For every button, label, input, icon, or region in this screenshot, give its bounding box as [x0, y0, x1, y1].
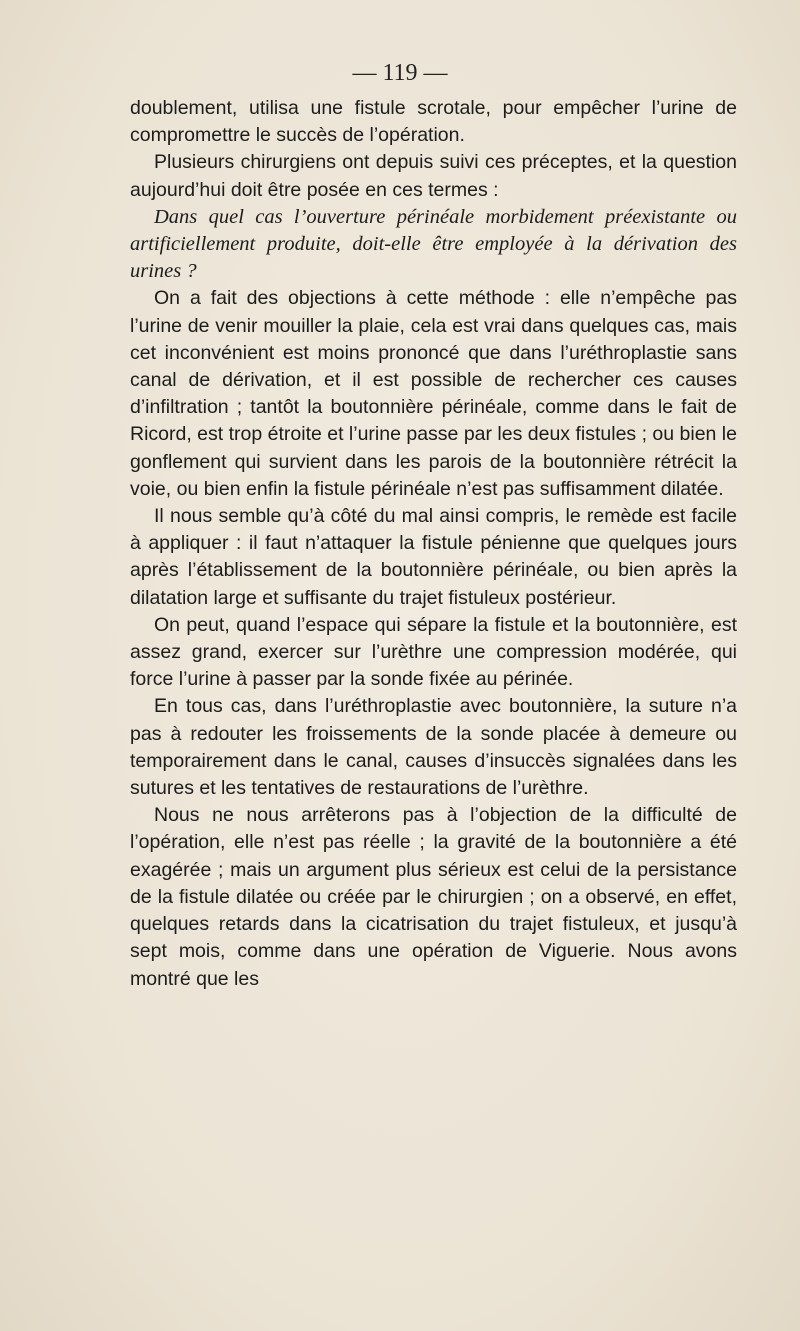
paragraph-continuation: doublement, utilisa une fistule scrotale, pour empêcher l’urine de compromettre le succès de l’opération.	[130, 97, 737, 147]
paragraph: Il nous semble qu’à côté du mal ainsi compris, le remède est facile à appliquer : il faut n’attaquer la fistule pénienne que quelques jours après l’établissement de la boutonnière périnéale, ou bien après la dilatation large et suffisante du trajet fistuleux postérieur.	[130, 505, 737, 609]
body-text	[130, 95, 737, 993]
paragraph: En tous cas, dans l’uréthroplastie avec boutonnière, la suture n’a pas à redouter les froissements de la sonde placée à demeure ou temporairement dans le canal, causes d’insuccès signalées dans les sutures et les tentatives de restaurations de l’urèthre.	[130, 695, 737, 800]
page-number: — 119 —	[352, 60, 448, 86]
paragraph: On peut, quand l’espace qui sépare la fistule et la boutonnière, est assez grand, exercer sur l’urèthre une compression modérée, qui force l’urine à passer par la sonde fixée au périnée.	[130, 613, 737, 691]
paragraph: Nous ne nous arrêterons pas à l’objection de la difficulté de l’opération, elle n’est pas réelle ; la gravité de la boutonnière a été exagérée ; mais un argument plus sérieux est celui de la persistance de la fistule dilatée ou créée par le chirurgien ; on a observé, en effet, quelques retards dans la cicatrisation du trajet fistuleux, et jusqu’à sept mois, comme dans une opération de Viguerie. Nous avons montré que les	[130, 804, 737, 990]
italic-question: Dans quel cas l’ouverture périnéale morbidement préexistante ou artificiellement produite, doit-elle être employée à la dérivation des urines ?	[130, 205, 737, 283]
paragraph: On a fait des objections à cette méthode : elle n’empêche pas l’urine de venir mouiller la plaie, cela est vrai dans quelques cas, mais cet inconvénient est moins prononcé que dans l’uréthroplastie sans canal de dérivation, et il est possible de rechercher ces causes d’infiltration ; tantôt la boutonnière périnéale, comme dans le fait de Ricord, est trop étroite et l’urine passe par les deux fistules ; ou bien le gonflement qui survient dans les parois de la boutonnière rétrécit la voie, ou bien enfin la fistule périnéale n’est pas suffisamment dilatée.	[130, 287, 737, 500]
paragraph: Plusieurs chirurgiens ont depuis suivi ces préceptes, et la question aujourd’hui doit être posée en ces termes :	[130, 151, 737, 201]
